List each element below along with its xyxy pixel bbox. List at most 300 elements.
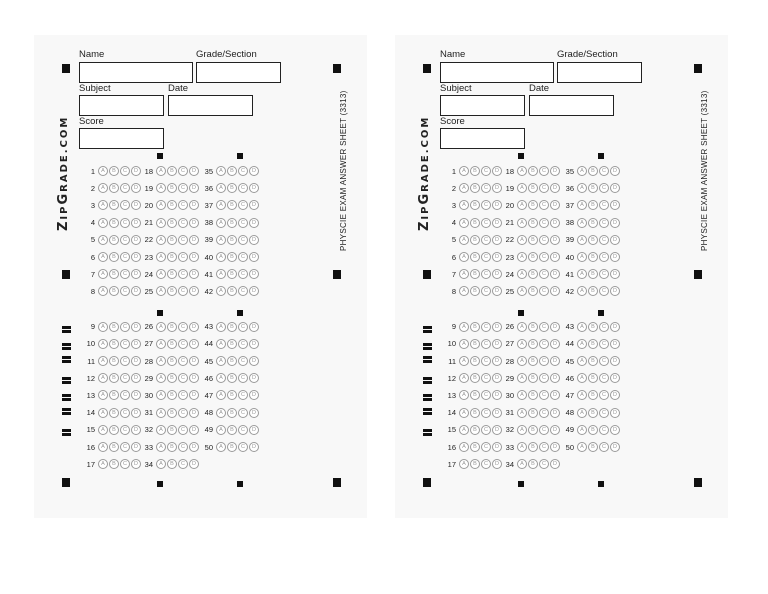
answer-bubble-b[interactable]: B xyxy=(109,322,119,332)
answer-bubble-b[interactable]: B xyxy=(588,356,598,366)
answer-bubble-c[interactable]: C xyxy=(481,408,491,418)
answer-bubble-d[interactable]: D xyxy=(492,322,502,332)
answer-bubble-c[interactable]: C xyxy=(178,166,188,176)
answer-bubble-a[interactable]: A xyxy=(216,166,226,176)
answer-bubble-d[interactable]: D xyxy=(249,442,259,452)
answer-bubble-b[interactable]: B xyxy=(227,166,237,176)
answer-bubble-c[interactable]: C xyxy=(599,408,609,418)
answer-bubble-d[interactable]: D xyxy=(610,200,620,210)
answer-bubble-d[interactable]: D xyxy=(189,166,199,176)
answer-bubble-c[interactable]: C xyxy=(599,356,609,366)
answer-bubble-d[interactable]: D xyxy=(610,166,620,176)
answer-bubble-c[interactable]: C xyxy=(539,322,549,332)
answer-bubble-b[interactable]: B xyxy=(109,166,119,176)
answer-bubble-c[interactable]: C xyxy=(539,442,549,452)
answer-bubble-c[interactable]: C xyxy=(120,442,130,452)
answer-bubble-d[interactable]: D xyxy=(492,339,502,349)
answer-bubble-a[interactable]: A xyxy=(517,269,527,279)
answer-bubble-a[interactable]: A xyxy=(459,252,469,262)
answer-bubble-a[interactable]: A xyxy=(459,235,469,245)
answer-bubble-b[interactable]: B xyxy=(167,252,177,262)
answer-bubble-c[interactable]: C xyxy=(238,166,248,176)
answer-bubble-c[interactable]: C xyxy=(481,200,491,210)
answer-bubble-a[interactable]: A xyxy=(98,390,108,400)
answer-bubble-a[interactable]: A xyxy=(577,183,587,193)
answer-bubble-c[interactable]: C xyxy=(238,286,248,296)
answer-bubble-b[interactable]: B xyxy=(470,200,480,210)
answer-bubble-c[interactable]: C xyxy=(481,425,491,435)
answer-bubble-d[interactable]: D xyxy=(189,252,199,262)
answer-bubble-c[interactable]: C xyxy=(238,252,248,262)
answer-bubble-a[interactable]: A xyxy=(216,218,226,228)
answer-bubble-c[interactable]: C xyxy=(539,373,549,383)
answer-bubble-a[interactable]: A xyxy=(517,442,527,452)
answer-bubble-d[interactable]: D xyxy=(610,425,620,435)
answer-bubble-a[interactable]: A xyxy=(517,166,527,176)
answer-bubble-c[interactable]: C xyxy=(178,459,188,469)
answer-bubble-a[interactable]: A xyxy=(216,235,226,245)
answer-bubble-d[interactable]: D xyxy=(550,269,560,279)
answer-bubble-d[interactable]: D xyxy=(249,269,259,279)
answer-bubble-c[interactable]: C xyxy=(599,442,609,452)
answer-bubble-a[interactable]: A xyxy=(216,183,226,193)
answer-bubble-a[interactable]: A xyxy=(156,373,166,383)
answer-bubble-a[interactable]: A xyxy=(98,183,108,193)
answer-bubble-c[interactable]: C xyxy=(599,200,609,210)
answer-bubble-b[interactable]: B xyxy=(227,442,237,452)
answer-bubble-a[interactable]: A xyxy=(98,442,108,452)
answer-bubble-c[interactable]: C xyxy=(599,286,609,296)
answer-bubble-b[interactable]: B xyxy=(470,425,480,435)
answer-bubble-c[interactable]: C xyxy=(539,339,549,349)
answer-bubble-d[interactable]: D xyxy=(249,252,259,262)
answer-bubble-b[interactable]: B xyxy=(167,269,177,279)
answer-bubble-a[interactable]: A xyxy=(216,356,226,366)
answer-bubble-b[interactable]: B xyxy=(470,269,480,279)
answer-bubble-a[interactable]: A xyxy=(517,459,527,469)
answer-bubble-d[interactable]: D xyxy=(189,200,199,210)
answer-bubble-d[interactable]: D xyxy=(492,218,502,228)
answer-bubble-b[interactable]: B xyxy=(528,166,538,176)
answer-bubble-b[interactable]: B xyxy=(588,235,598,245)
answer-bubble-d[interactable]: D xyxy=(249,408,259,418)
answer-bubble-b[interactable]: B xyxy=(167,373,177,383)
answer-bubble-c[interactable]: C xyxy=(539,200,549,210)
answer-bubble-a[interactable]: A xyxy=(156,252,166,262)
answer-bubble-a[interactable]: A xyxy=(577,286,587,296)
answer-bubble-c[interactable]: C xyxy=(599,373,609,383)
answer-bubble-d[interactable]: D xyxy=(189,390,199,400)
answer-bubble-c[interactable]: C xyxy=(238,356,248,366)
answer-bubble-b[interactable]: B xyxy=(528,322,538,332)
score-field[interactable] xyxy=(440,128,525,149)
answer-bubble-b[interactable]: B xyxy=(528,218,538,228)
answer-bubble-d[interactable]: D xyxy=(189,459,199,469)
answer-bubble-b[interactable]: B xyxy=(227,200,237,210)
answer-bubble-a[interactable]: A xyxy=(98,339,108,349)
answer-bubble-a[interactable]: A xyxy=(98,218,108,228)
answer-bubble-d[interactable]: D xyxy=(492,442,502,452)
answer-bubble-d[interactable]: D xyxy=(249,286,259,296)
answer-bubble-c[interactable]: C xyxy=(481,322,491,332)
answer-bubble-c[interactable]: C xyxy=(178,408,188,418)
answer-bubble-a[interactable]: A xyxy=(156,339,166,349)
answer-bubble-b[interactable]: B xyxy=(588,218,598,228)
answer-bubble-d[interactable]: D xyxy=(550,200,560,210)
answer-bubble-d[interactable]: D xyxy=(610,235,620,245)
answer-bubble-a[interactable]: A xyxy=(459,459,469,469)
answer-bubble-a[interactable]: A xyxy=(216,269,226,279)
answer-bubble-d[interactable]: D xyxy=(131,218,141,228)
answer-bubble-a[interactable]: A xyxy=(517,408,527,418)
answer-bubble-d[interactable]: D xyxy=(131,322,141,332)
answer-bubble-c[interactable]: C xyxy=(238,183,248,193)
answer-bubble-b[interactable]: B xyxy=(227,269,237,279)
answer-bubble-c[interactable]: C xyxy=(481,442,491,452)
answer-bubble-d[interactable]: D xyxy=(131,200,141,210)
answer-bubble-b[interactable]: B xyxy=(227,339,237,349)
answer-bubble-c[interactable]: C xyxy=(481,269,491,279)
answer-bubble-a[interactable]: A xyxy=(459,166,469,176)
answer-bubble-a[interactable]: A xyxy=(98,408,108,418)
answer-bubble-d[interactable]: D xyxy=(131,425,141,435)
answer-bubble-c[interactable]: C xyxy=(539,166,549,176)
answer-bubble-c[interactable]: C xyxy=(120,425,130,435)
answer-bubble-d[interactable]: D xyxy=(189,373,199,383)
answer-bubble-b[interactable]: B xyxy=(588,408,598,418)
answer-bubble-d[interactable]: D xyxy=(492,425,502,435)
answer-bubble-b[interactable]: B xyxy=(109,356,119,366)
answer-bubble-c[interactable]: C xyxy=(120,408,130,418)
answer-bubble-a[interactable]: A xyxy=(577,218,587,228)
answer-bubble-b[interactable]: B xyxy=(528,200,538,210)
answer-bubble-d[interactable]: D xyxy=(249,373,259,383)
answer-bubble-a[interactable]: A xyxy=(459,373,469,383)
answer-bubble-a[interactable]: A xyxy=(577,408,587,418)
answer-bubble-c[interactable]: C xyxy=(178,339,188,349)
answer-bubble-d[interactable]: D xyxy=(249,425,259,435)
answer-bubble-b[interactable]: B xyxy=(167,218,177,228)
answer-bubble-a[interactable]: A xyxy=(459,408,469,418)
answer-bubble-d[interactable]: D xyxy=(610,339,620,349)
answer-bubble-b[interactable]: B xyxy=(528,286,538,296)
answer-bubble-b[interactable]: B xyxy=(109,218,119,228)
answer-bubble-d[interactable]: D xyxy=(550,252,560,262)
answer-bubble-c[interactable]: C xyxy=(599,166,609,176)
answer-bubble-b[interactable]: B xyxy=(528,356,538,366)
answer-bubble-b[interactable]: B xyxy=(470,408,480,418)
answer-bubble-c[interactable]: C xyxy=(120,183,130,193)
date-field[interactable] xyxy=(168,95,253,116)
answer-bubble-b[interactable]: B xyxy=(227,183,237,193)
answer-bubble-b[interactable]: B xyxy=(167,356,177,366)
answer-bubble-b[interactable]: B xyxy=(167,166,177,176)
answer-bubble-a[interactable]: A xyxy=(98,166,108,176)
grade-section-field[interactable] xyxy=(557,62,642,83)
answer-bubble-c[interactable]: C xyxy=(178,218,188,228)
answer-bubble-b[interactable]: B xyxy=(167,390,177,400)
answer-bubble-a[interactable]: A xyxy=(216,286,226,296)
answer-bubble-c[interactable]: C xyxy=(539,269,549,279)
answer-bubble-c[interactable]: C xyxy=(599,390,609,400)
answer-bubble-d[interactable]: D xyxy=(550,166,560,176)
answer-bubble-b[interactable]: B xyxy=(470,373,480,383)
answer-bubble-b[interactable]: B xyxy=(470,286,480,296)
answer-bubble-c[interactable]: C xyxy=(178,286,188,296)
answer-bubble-a[interactable]: A xyxy=(577,356,587,366)
answer-bubble-b[interactable]: B xyxy=(227,373,237,383)
answer-bubble-a[interactable]: A xyxy=(577,339,587,349)
answer-bubble-d[interactable]: D xyxy=(189,408,199,418)
answer-bubble-d[interactable]: D xyxy=(550,322,560,332)
answer-bubble-b[interactable]: B xyxy=(528,235,538,245)
answer-bubble-b[interactable]: B xyxy=(528,339,538,349)
answer-bubble-b[interactable]: B xyxy=(588,425,598,435)
answer-bubble-a[interactable]: A xyxy=(156,269,166,279)
answer-bubble-d[interactable]: D xyxy=(189,286,199,296)
answer-bubble-a[interactable]: A xyxy=(517,373,527,383)
answer-bubble-c[interactable]: C xyxy=(178,442,188,452)
answer-bubble-a[interactable]: A xyxy=(156,356,166,366)
answer-bubble-c[interactable]: C xyxy=(539,218,549,228)
answer-bubble-b[interactable]: B xyxy=(528,390,538,400)
answer-bubble-a[interactable]: A xyxy=(577,235,587,245)
answer-bubble-c[interactable]: C xyxy=(238,269,248,279)
answer-bubble-a[interactable]: A xyxy=(459,425,469,435)
answer-bubble-c[interactable]: C xyxy=(238,339,248,349)
answer-bubble-d[interactable]: D xyxy=(189,339,199,349)
answer-bubble-a[interactable]: A xyxy=(216,373,226,383)
answer-bubble-c[interactable]: C xyxy=(238,322,248,332)
answer-bubble-b[interactable]: B xyxy=(528,425,538,435)
answer-bubble-b[interactable]: B xyxy=(588,166,598,176)
answer-bubble-a[interactable]: A xyxy=(156,286,166,296)
answer-bubble-c[interactable]: C xyxy=(120,322,130,332)
answer-bubble-a[interactable]: A xyxy=(577,269,587,279)
answer-bubble-b[interactable]: B xyxy=(528,408,538,418)
answer-bubble-d[interactable]: D xyxy=(189,322,199,332)
answer-bubble-a[interactable]: A xyxy=(98,200,108,210)
answer-bubble-a[interactable]: A xyxy=(459,269,469,279)
answer-bubble-b[interactable]: B xyxy=(109,459,119,469)
answer-bubble-a[interactable]: A xyxy=(216,252,226,262)
answer-bubble-b[interactable]: B xyxy=(528,373,538,383)
answer-bubble-a[interactable]: A xyxy=(459,322,469,332)
answer-bubble-d[interactable]: D xyxy=(492,252,502,262)
answer-bubble-d[interactable]: D xyxy=(550,459,560,469)
answer-bubble-c[interactable]: C xyxy=(120,252,130,262)
answer-bubble-d[interactable]: D xyxy=(492,166,502,176)
answer-bubble-c[interactable]: C xyxy=(178,200,188,210)
answer-bubble-c[interactable]: C xyxy=(178,356,188,366)
answer-bubble-b[interactable]: B xyxy=(109,269,119,279)
answer-bubble-d[interactable]: D xyxy=(550,356,560,366)
answer-bubble-b[interactable]: B xyxy=(470,183,480,193)
answer-bubble-a[interactable]: A xyxy=(156,459,166,469)
answer-bubble-d[interactable]: D xyxy=(610,252,620,262)
answer-bubble-b[interactable]: B xyxy=(227,322,237,332)
answer-bubble-a[interactable]: A xyxy=(156,322,166,332)
answer-bubble-b[interactable]: B xyxy=(109,200,119,210)
answer-bubble-c[interactable]: C xyxy=(238,408,248,418)
answer-bubble-b[interactable]: B xyxy=(588,269,598,279)
answer-bubble-c[interactable]: C xyxy=(539,425,549,435)
answer-bubble-c[interactable]: C xyxy=(120,269,130,279)
answer-bubble-b[interactable]: B xyxy=(167,425,177,435)
answer-bubble-b[interactable]: B xyxy=(109,286,119,296)
answer-bubble-c[interactable]: C xyxy=(120,218,130,228)
answer-bubble-a[interactable]: A xyxy=(459,286,469,296)
answer-bubble-b[interactable]: B xyxy=(588,442,598,452)
answer-bubble-a[interactable]: A xyxy=(98,459,108,469)
answer-bubble-c[interactable]: C xyxy=(599,269,609,279)
answer-bubble-c[interactable]: C xyxy=(599,218,609,228)
answer-bubble-b[interactable]: B xyxy=(470,235,480,245)
answer-bubble-c[interactable]: C xyxy=(599,183,609,193)
answer-bubble-a[interactable]: A xyxy=(156,200,166,210)
answer-bubble-b[interactable]: B xyxy=(167,408,177,418)
answer-bubble-b[interactable]: B xyxy=(167,322,177,332)
answer-bubble-d[interactable]: D xyxy=(131,442,141,452)
answer-bubble-d[interactable]: D xyxy=(249,322,259,332)
answer-bubble-c[interactable]: C xyxy=(238,425,248,435)
answer-bubble-c[interactable]: C xyxy=(539,356,549,366)
answer-bubble-d[interactable]: D xyxy=(492,373,502,383)
answer-bubble-a[interactable]: A xyxy=(517,218,527,228)
answer-bubble-a[interactable]: A xyxy=(459,339,469,349)
answer-bubble-c[interactable]: C xyxy=(481,235,491,245)
answer-bubble-b[interactable]: B xyxy=(167,200,177,210)
answer-bubble-a[interactable]: A xyxy=(98,252,108,262)
answer-bubble-d[interactable]: D xyxy=(610,218,620,228)
answer-bubble-d[interactable]: D xyxy=(249,200,259,210)
answer-bubble-a[interactable]: A xyxy=(517,322,527,332)
answer-bubble-d[interactable]: D xyxy=(610,373,620,383)
answer-bubble-c[interactable]: C xyxy=(539,235,549,245)
answer-bubble-a[interactable]: A xyxy=(459,218,469,228)
answer-bubble-d[interactable]: D xyxy=(550,183,560,193)
answer-bubble-c[interactable]: C xyxy=(599,322,609,332)
answer-bubble-a[interactable]: A xyxy=(156,235,166,245)
answer-bubble-d[interactable]: D xyxy=(550,339,560,349)
answer-bubble-a[interactable]: A xyxy=(459,356,469,366)
answer-bubble-c[interactable]: C xyxy=(481,339,491,349)
answer-bubble-c[interactable]: C xyxy=(481,390,491,400)
answer-bubble-a[interactable]: A xyxy=(577,252,587,262)
answer-bubble-b[interactable]: B xyxy=(470,390,480,400)
answer-bubble-d[interactable]: D xyxy=(131,286,141,296)
answer-bubble-b[interactable]: B xyxy=(470,166,480,176)
answer-bubble-c[interactable]: C xyxy=(539,286,549,296)
answer-bubble-a[interactable]: A xyxy=(216,339,226,349)
answer-bubble-b[interactable]: B xyxy=(167,459,177,469)
answer-bubble-d[interactable]: D xyxy=(550,373,560,383)
answer-bubble-d[interactable]: D xyxy=(249,218,259,228)
answer-bubble-b[interactable]: B xyxy=(470,442,480,452)
answer-bubble-d[interactable]: D xyxy=(189,183,199,193)
answer-bubble-c[interactable]: C xyxy=(238,235,248,245)
answer-bubble-a[interactable]: A xyxy=(156,390,166,400)
answer-bubble-d[interactable]: D xyxy=(550,218,560,228)
answer-bubble-d[interactable]: D xyxy=(492,390,502,400)
answer-bubble-a[interactable]: A xyxy=(98,269,108,279)
answer-bubble-c[interactable]: C xyxy=(539,459,549,469)
answer-bubble-b[interactable]: B xyxy=(167,286,177,296)
answer-bubble-d[interactable]: D xyxy=(492,459,502,469)
answer-bubble-c[interactable]: C xyxy=(599,425,609,435)
answer-bubble-c[interactable]: C xyxy=(539,390,549,400)
answer-bubble-c[interactable]: C xyxy=(120,390,130,400)
answer-bubble-a[interactable]: A xyxy=(156,183,166,193)
answer-bubble-b[interactable]: B xyxy=(588,183,598,193)
answer-bubble-b[interactable]: B xyxy=(227,356,237,366)
answer-bubble-d[interactable]: D xyxy=(249,356,259,366)
answer-bubble-c[interactable]: C xyxy=(120,459,130,469)
answer-bubble-a[interactable]: A xyxy=(156,408,166,418)
answer-bubble-a[interactable]: A xyxy=(156,166,166,176)
answer-bubble-d[interactable]: D xyxy=(610,408,620,418)
answer-bubble-d[interactable]: D xyxy=(131,339,141,349)
answer-bubble-b[interactable]: B xyxy=(109,252,119,262)
answer-bubble-d[interactable]: D xyxy=(131,235,141,245)
answer-bubble-a[interactable]: A xyxy=(577,166,587,176)
answer-bubble-c[interactable]: C xyxy=(238,218,248,228)
answer-bubble-a[interactable]: A xyxy=(517,252,527,262)
answer-bubble-d[interactable]: D xyxy=(492,183,502,193)
score-field[interactable] xyxy=(79,128,164,149)
answer-bubble-c[interactable]: C xyxy=(481,252,491,262)
answer-bubble-a[interactable]: A xyxy=(156,218,166,228)
answer-bubble-a[interactable]: A xyxy=(517,356,527,366)
answer-bubble-b[interactable]: B xyxy=(528,252,538,262)
answer-bubble-d[interactable]: D xyxy=(189,442,199,452)
answer-bubble-c[interactable]: C xyxy=(539,252,549,262)
answer-bubble-c[interactable]: C xyxy=(178,269,188,279)
answer-bubble-a[interactable]: A xyxy=(156,442,166,452)
answer-bubble-c[interactable]: C xyxy=(599,339,609,349)
answer-bubble-d[interactable]: D xyxy=(550,425,560,435)
answer-bubble-c[interactable]: C xyxy=(238,200,248,210)
answer-bubble-d[interactable]: D xyxy=(550,286,560,296)
answer-bubble-b[interactable]: B xyxy=(167,339,177,349)
answer-bubble-b[interactable]: B xyxy=(109,373,119,383)
answer-bubble-b[interactable]: B xyxy=(528,269,538,279)
answer-bubble-a[interactable]: A xyxy=(156,425,166,435)
grade-section-field[interactable] xyxy=(196,62,281,83)
answer-bubble-b[interactable]: B xyxy=(227,252,237,262)
answer-bubble-a[interactable]: A xyxy=(577,390,587,400)
answer-bubble-c[interactable]: C xyxy=(178,425,188,435)
answer-bubble-c[interactable]: C xyxy=(481,218,491,228)
answer-bubble-a[interactable]: A xyxy=(517,390,527,400)
answer-bubble-a[interactable]: A xyxy=(577,442,587,452)
answer-bubble-d[interactable]: D xyxy=(131,183,141,193)
answer-bubble-b[interactable]: B xyxy=(470,339,480,349)
answer-bubble-d[interactable]: D xyxy=(610,183,620,193)
subject-field[interactable] xyxy=(79,95,164,116)
date-field[interactable] xyxy=(529,95,614,116)
answer-bubble-b[interactable]: B xyxy=(470,459,480,469)
answer-bubble-a[interactable]: A xyxy=(517,200,527,210)
answer-bubble-b[interactable]: B xyxy=(227,286,237,296)
answer-bubble-c[interactable]: C xyxy=(481,356,491,366)
answer-bubble-d[interactable]: D xyxy=(131,166,141,176)
answer-bubble-b[interactable]: B xyxy=(109,235,119,245)
answer-bubble-a[interactable]: A xyxy=(98,235,108,245)
answer-bubble-b[interactable]: B xyxy=(167,183,177,193)
answer-bubble-a[interactable]: A xyxy=(517,339,527,349)
answer-bubble-b[interactable]: B xyxy=(109,183,119,193)
